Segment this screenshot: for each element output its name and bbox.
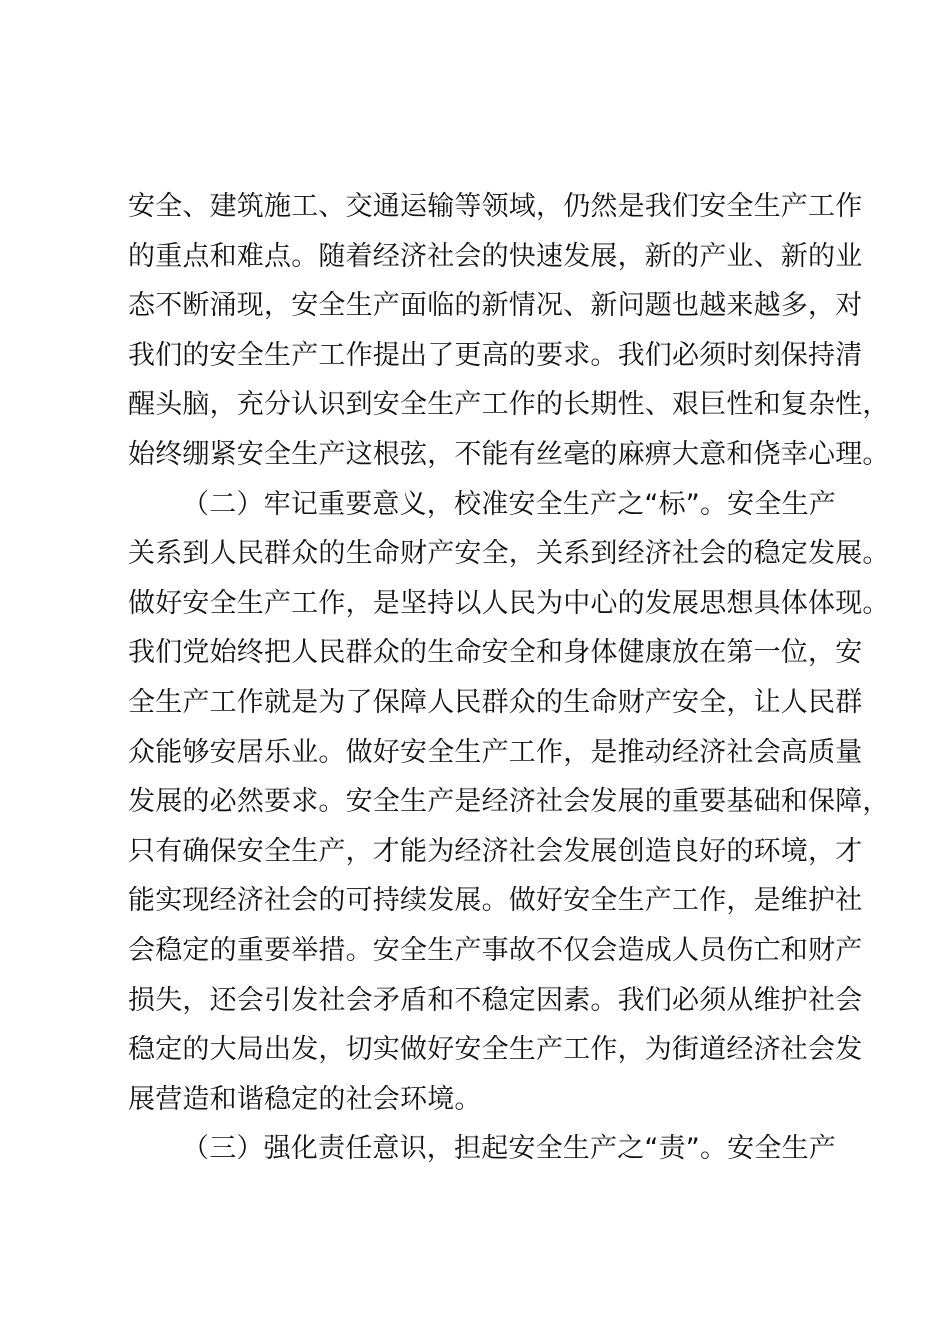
text-line: 众能够安居乐业。做好安全生产工作，是推动经济社会高质量 (128, 736, 863, 768)
text-line: 只有确保安全生产，才能为经济社会发展创造良好的环境，才 (128, 835, 863, 867)
text-line: 能实现经济社会的可持续发展。做好安全生产工作，是维护社 (128, 885, 863, 917)
text-line: 全生产工作就是为了保障人民群众的生命财产安全，让人民群 (128, 686, 863, 718)
document-body (128, 182, 890, 1174)
text-line: 安全、建筑施工、交通运输等领域，仍然是我们安全生产工作 (128, 191, 863, 222)
text-line: 始终绷紧安全生产这根弦，不能有丝毫的麻痹大意和侥幸心理。 (128, 438, 890, 470)
text-line: 关系到人民群众的生命财产安全，关系到经济社会的稳定发展。 (128, 538, 890, 570)
text-line: 发展的必然要求。安全生产是经济社会发展的重要基础和保障， (128, 786, 890, 818)
text-line: 的重点和难点。随着经济社会的快速发展，新的产业、新的业 (128, 240, 863, 272)
text-line: 醒头脑，充分认识到安全生产工作的长期性、艰巨性和复杂性， (128, 389, 890, 421)
text-line: 做好安全生产工作，是坚持以人民为中心的发展思想具体体现。 (128, 587, 890, 619)
text-line: 展营造和谐稳定的社会环境。 (128, 1083, 482, 1115)
text-line: 态不断涌现，安全生产面临的新情况、新问题也越来越多，对 (128, 290, 863, 322)
text-line: 损失，还会引发社会矛盾和不稳定因素。我们必须从维护社会 (128, 984, 863, 1016)
text-line: 会稳定的重要举措。安全生产事故不仅会造成人员伤亡和财产 (128, 934, 863, 966)
text-line: 我们党始终把人民群众的生命安全和身体健康放在第一位，安 (128, 637, 863, 669)
text-line: 我们的安全生产工作提出了更高的要求。我们必须时刻保持清 (128, 339, 863, 371)
text-line: 稳定的大局出发，切实做好安全生产工作，为街道经济社会发 (128, 1034, 863, 1066)
section-heading-line: （二）牢记重要意义，校准安全生产之“标”。安全生产 (182, 488, 836, 520)
section-heading-line: （三）强化责任意识，担起安全生产之“责”。安全生产 (182, 1133, 836, 1165)
